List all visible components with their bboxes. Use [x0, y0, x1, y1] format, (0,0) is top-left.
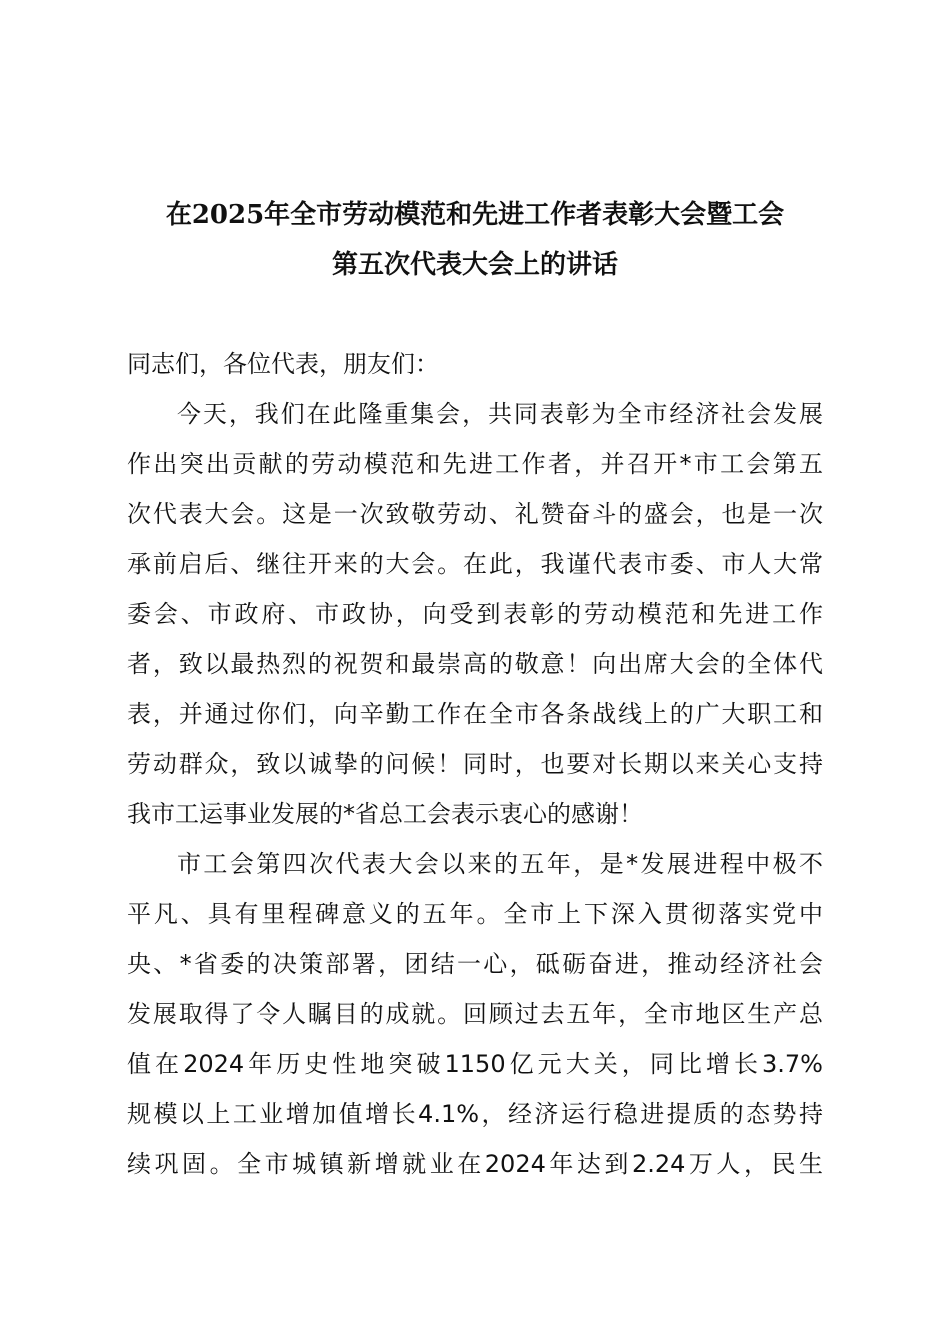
- paragraph-line: 规模以上工业增加值增长4.1%，经济运行稳进提质的态势持: [127, 1100, 823, 1128]
- paragraph-line: 平凡、具有里程碑意义的五年。全市上下深入贯彻落实党中: [127, 900, 823, 928]
- paragraph-line: 市工会第四次代表大会以来的五年，是*发展进程中极不: [177, 850, 823, 878]
- paragraph-1: [127, 398, 823, 848]
- paragraph-line: 作出突出贡献的劳动模范和先进工作者，并召开*市工会第五: [127, 450, 823, 478]
- paragraph-line: 今天，我们在此隆重集会，共同表彰为全市经济社会发展: [177, 400, 823, 428]
- paragraph-line: 续巩固。全市城镇新增就业在2024年达到2.24万人，民生: [127, 1150, 823, 1178]
- paragraph-line: 劳动群众，致以诚挚的问候！同时，也要对长期以来关心支持: [127, 750, 823, 778]
- speech-body: [127, 348, 823, 1198]
- speech-title-line-2: 第五次代表大会上的讲话: [331, 250, 618, 280]
- salutation: 同志们，各位代表，朋友们：: [127, 350, 439, 378]
- paragraph-line: 值在2024年历史性地突破1150亿元大关，同比增长3.7%: [127, 1050, 823, 1078]
- paragraph-2: [127, 848, 823, 1198]
- paragraph-line: 发展取得了令人瞩目的成就。回顾过去五年，全市地区生产总: [127, 1000, 823, 1028]
- paragraph-line: 央、*省委的决策部署，团结一心，砥砺奋进，推动经济社会: [127, 950, 823, 978]
- paragraph-line: 者，致以最热烈的祝贺和最崇高的敬意！向出席大会的全体代: [127, 650, 823, 678]
- paragraph-line: 承前启后、继往开来的大会。在此，我谨代表市委、市人大常: [127, 550, 823, 578]
- paragraph-line: 我市工运事业发展的*省总工会表示衷心的感谢！: [127, 800, 643, 828]
- paragraph-line: 次代表大会。这是一次致敬劳动、礼赞奋斗的盛会，也是一次: [127, 500, 823, 528]
- paragraph-line: 表，并通过你们，向辛勤工作在全市各条战线上的广大职工和: [127, 700, 823, 728]
- paragraph-line: 委会、市政府、市政协，向受到表彰的劳动模范和先进工作: [127, 600, 823, 628]
- speech-title-line-1: 在2025年全市劳动模范和先进工作者表彰大会暨工会: [165, 200, 785, 230]
